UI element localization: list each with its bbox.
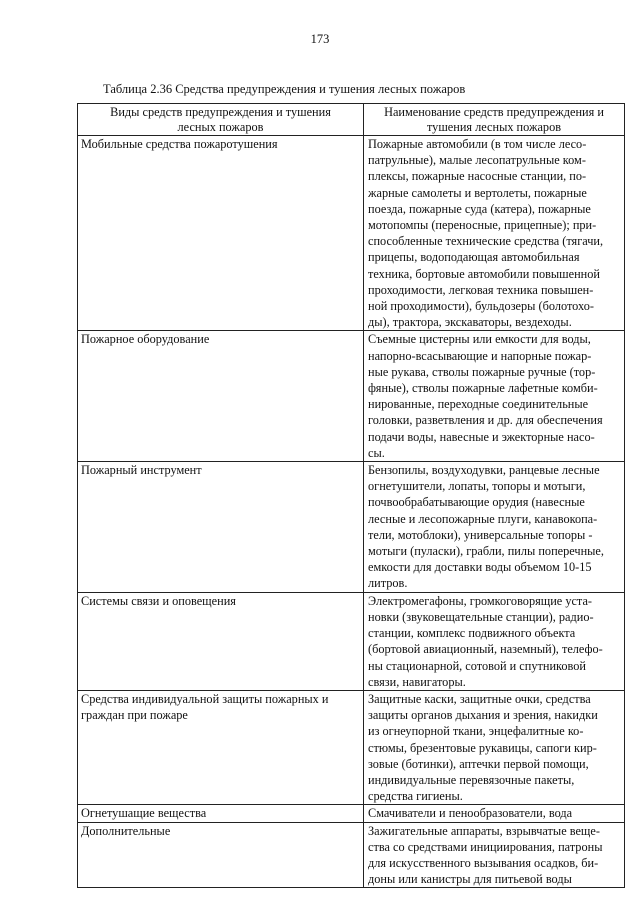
cell-type [78,462,364,593]
description-line: Защитные каски, защитные очки, средства [368,691,591,706]
description-line: головки, разветвления и др. для обеспечения [368,413,603,428]
description-line: плексы, пожарные насосные станции, по- [368,169,587,184]
table-row [78,331,625,462]
cell-description [364,136,625,331]
table-row [78,805,625,822]
description-line: жарные самолеты и вертолеты, пожарные [368,185,587,200]
header-cell-names [364,104,625,136]
type-line: граждан при пожаре [81,708,188,723]
cell-description [364,805,625,822]
description-line: тели, мотоблоки), универсальные топоры - [368,527,593,542]
description-line: средства гигиены. [368,789,463,804]
type-line: Средства индивидуальной защиты пожарных и [81,691,329,706]
description-line: напорно-всасывающие и напорные пожар- [368,348,592,363]
description-line: защиты органов дыхания и зрения, накидки [368,708,598,723]
description-line: мотыги (пуласки), грабли, пилы поперечные, [368,544,604,559]
table-title: Таблица 2.36 Средства предупреждения и тушения лесных пожаров [103,82,466,96]
description-line: доны или канистры для питьевой воды [368,872,572,887]
description-line: стюмы, брезентовые рукавицы, сапоги кир- [368,740,597,755]
description-line: емкости для доставки воды объемом 10-15 [368,560,592,575]
description-line: новки (звуковещательные станции), радио- [368,609,594,624]
header-line: тушения лесных пожаров [426,120,562,134]
description-line: Смачиватели и пенообразователи, вода [368,806,573,821]
cell-type [78,592,364,690]
description-line: проходимости, легковая техника повышен- [368,282,594,297]
description-line: из огнеупорной ткани, энцефалитные ко- [368,724,584,739]
cell-type [78,331,364,462]
header-cell-types [78,104,364,136]
description-line: литров. [368,576,408,591]
type-line: Пожарное оборудование [81,332,210,347]
table-row [78,592,625,690]
cell-description [364,592,625,690]
description-line: ные рукава, стволы пожарные ручные (тор- [368,364,596,379]
description-line: техника, бортовые автомобили повышенной [368,266,600,281]
description-line: (бортовой авиационный, наземный), телефо- [368,642,603,657]
description-line: сы. [368,445,385,460]
description-line: зовые (ботинки), аптечки первой помощи, [368,756,589,771]
description-line: почвообрабатывающие орудия (навесные [368,495,585,510]
description-line: поезда, пожарные суда (катера), пожарные [368,201,591,216]
header-line: Виды средств предупреждения и тушения [110,105,331,119]
description-line: ной проходимости), бульдозеры (болотохо- [368,299,594,314]
description-line: Съемные цистерны или емкости для воды, [368,332,591,347]
description-line: подачи воды, навесные и эжекторные насо- [368,429,595,444]
description-line: способленные технические средства (тягачи, [368,234,604,249]
description-line: индивидуальные перевязочные пакеты, [368,772,575,787]
description-line: Электромегафоны, громкоговорящие уста- [368,593,593,608]
cell-type [78,822,364,888]
table-body [78,136,625,888]
page-number: 173 [310,32,330,46]
description-line: ства со средствами инициирования, патроны [368,839,603,854]
description-line: фяные), стволы пожарные лафетные комби- [368,381,598,396]
description-line: ны стационарной, сотовой и спутниковой [368,658,586,673]
table-row [78,822,625,888]
header-line: Наименование средств предупреждения и [384,105,604,119]
table-header-row [78,104,625,136]
cell-type [78,805,364,822]
description-line: Бензопилы, воздуходувки, ранцевые лесные [368,463,600,478]
table-row [78,690,625,804]
description-line: прицепы, водоподающая автомобильная [368,250,580,265]
description-line: связи, навигаторы. [368,674,466,689]
description-line: нированные, переходные соединительные [368,397,589,412]
description-line: для искусственного вызывания осадков, би- [368,855,599,870]
description-line: патрульные), малые лесопатрульные ком- [368,153,586,168]
cell-description [364,822,625,888]
table-row [78,462,625,593]
cell-description [364,690,625,804]
type-line: Дополнительные [81,823,171,838]
cell-type [78,690,364,804]
fire-prevention-table [77,103,625,888]
type-line: Пожарный инструмент [81,463,202,478]
cell-description [364,462,625,593]
description-line: мотопомпы (переносные, прицепные); при- [368,218,597,233]
description-line: Зажигательные аппараты, взрывчатые веще- [368,823,600,838]
cell-type [78,136,364,331]
table-row [78,136,625,331]
type-line: Мобильные средства пожаротушения [81,137,278,151]
description-line: Пожарные автомобили (в том числе лесо- [368,137,587,151]
type-line: Огнетушащие вещества [81,806,207,821]
type-line: Системы связи и оповещения [81,593,236,608]
header-line: лесных пожаров [177,120,264,134]
description-line: огнетушители, лопаты, топоры и мотыги, [368,479,586,494]
description-line: станции, комплекс подвижного объекта [368,626,576,641]
cell-description [364,331,625,462]
description-line: ды), трактора, экскаваторы, вездеходы. [368,315,572,330]
description-line: лесные и лесопожарные плуги, канавокопа- [368,511,598,526]
